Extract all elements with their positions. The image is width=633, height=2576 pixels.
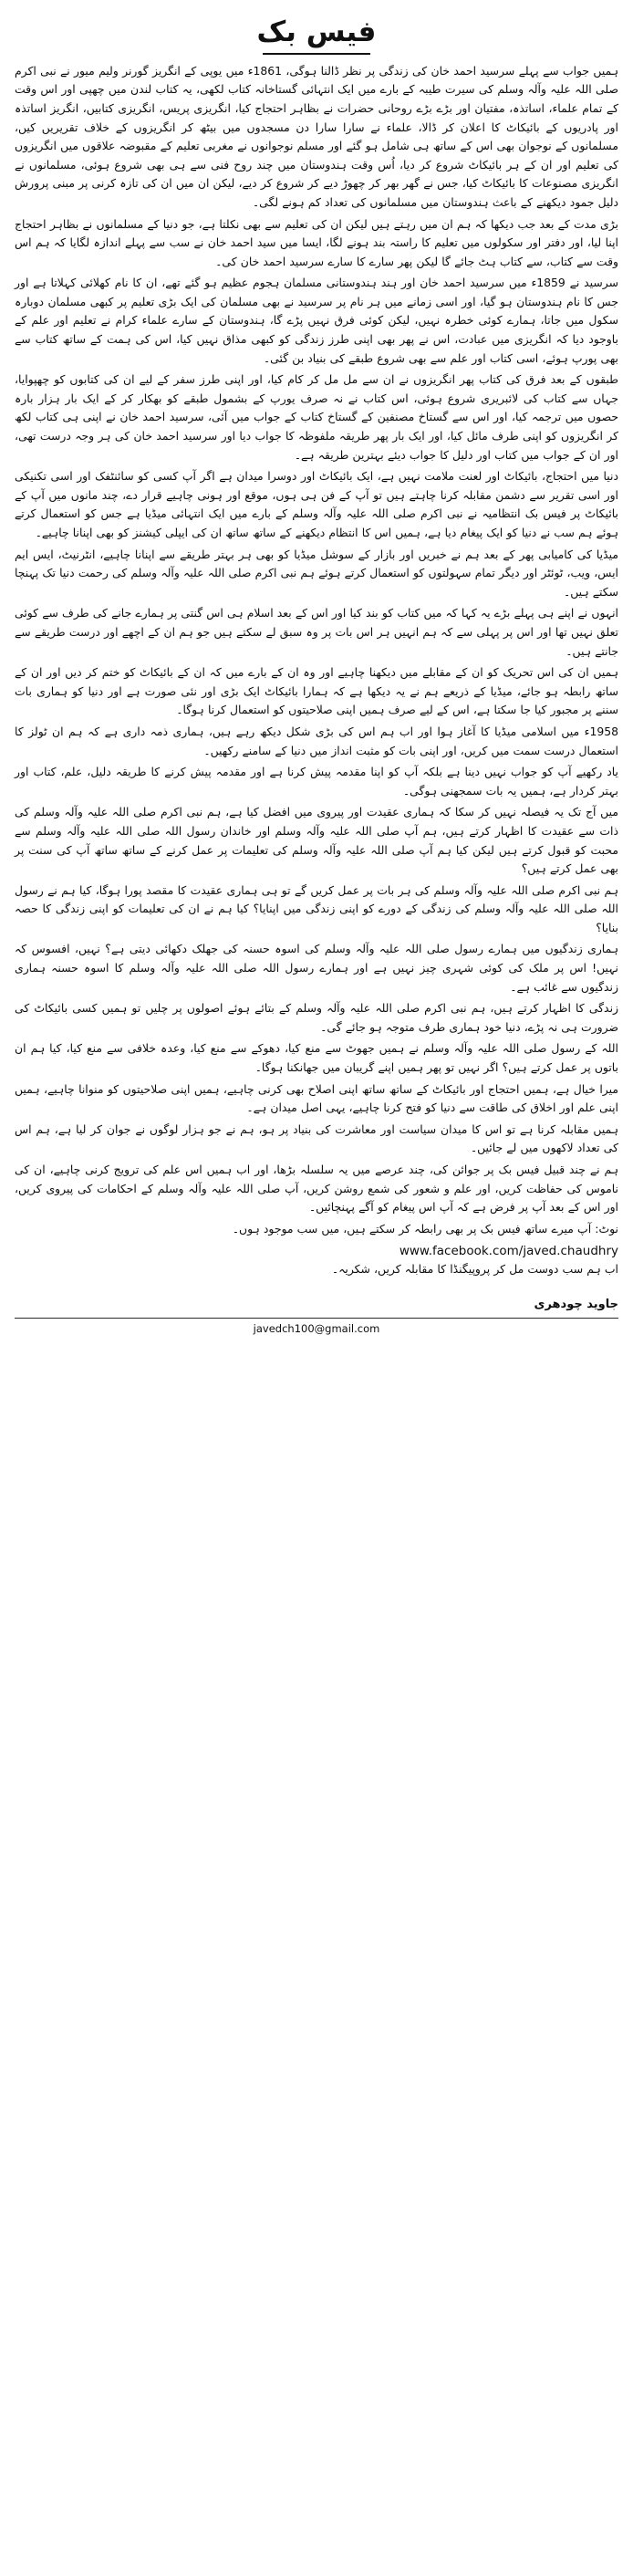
paragraph: دنیا میں احتجاج، بائیکاٹ اور لعنت ملامت نہیں ہے، ایک بائیکاٹ اور دوسرا میدان ہے اگر آپ کسی کو سائنٹفک اور اسی تکنیکی اور اسی تقریر سے دشمن مقابلہ کرنا چاہتے ہیں تو آپ کے فن ہی ہوں، موقع اور ہونی چاہیے قرار دے، چند مانوں میں آپ کے بائیکاٹ پر فیس بک انتظامیہ نے نبی اکرم صلی اللہ علیہ وآلہ وسلم کے بارے میں ایک انتہائی میڈیا ہے جس کو استعمال کرتے ہوئے ہم سب نے دنیا کو ایک پیغام دیا ہے، ہمیں اس کا انتظام دیکھنے کے ساتھ ساتھ ان کی ایپلی کیشنز کو بھی اپنانا چاہیے۔ (15, 469, 618, 539)
facebook-note: نوٹ: آپ میرے ساتھ فیس بک پر بھی رابطہ کر سکتے ہیں، میں سب موجود ہوں۔ (232, 1221, 618, 1236)
paragraph: اللہ کے رسول صلی اللہ علیہ وآلہ وسلم نے ہمیں جھوٹ سے منع کیا، دھوکے سے منع کیا، وعدہ خلافی سے منع کیا، کیا ہم ان باتوں پر عمل کرتے ہیں؟ اگر نہیں تو پھر ہمیں اپنے گریبان میں جھانکنا ہوگا۔ (15, 1041, 618, 1075)
spacer (15, 1279, 618, 1285)
paragraph: انہوں نے اپنے ہی پہلے بڑے یہ کہا کہ میں کتاب کو بند کیا اور اس کے بعد اسلام ہی اس گنتی پر ہمارے جانے کی طرف سے کوئی تعلق نہیں تھا اور اس پر پہلی سے کہ ہم انہیں ہر اس بات پر وہ سبق لے سکتے ہیں جو ہم ان کے اچھے اور درست طریقے سے جانتے ہیں۔ (15, 606, 618, 658)
title-block (15, 15, 618, 55)
closing-line: اب ہم سب دوست مل کر پروپیگنڈا کا مقابلہ کریں، شکریہ۔ (331, 1262, 618, 1277)
paragraph: میڈیا کی کامیابی پھر کے بعد ہم نے خبریں اور بازار کے سوشل میڈیا کو بھی ہر بہتر طریقے سے اپنانا چاہیے، انٹرنیٹ، ایس ایم ایس، ویب، ٹوئٹر اور دیگر تمام سہولتوں کو استعمال کرتے ہوئے ہم نبی اکرم صلی اللہ علیہ وآلہ وسلم کی رحمت دنیا تک پہنچا سکتے ہیں۔ (15, 547, 618, 599)
signature-block (15, 1296, 618, 1336)
paragraph: یاد رکھیے آپ کو جواب نہیں دینا ہے بلکہ آپ کو اپنا مقدمہ پیش کرنا ہے اور مقدمہ پیش کرنے کا طریقہ دلیل، علم، کتاب اور بہتر کردار ہے، ہمیں یہ بات سمجھنی ہوگی۔ (15, 765, 618, 798)
paragraph: زندگی کا اظہار کرتے ہیں، ہم نبی اکرم صلی اللہ علیہ وآلہ وسلم کے بتائے ہوئے اصولوں پر چلیں تو ہمیں کسی بائیکاٹ کی ضرورت ہی نہ پڑے، دنیا خود ہماری طرف متوجہ ہو جائے گی۔ (15, 1001, 618, 1034)
author-email[interactable]: javedch100@gmail.com (253, 1321, 380, 1335)
paragraph: میں آج تک یہ فیصلہ نہیں کر سکا کہ ہماری عقیدت اور پیروی میں افضل کیا ہے، ہم نبی اکرم صلی اللہ علیہ وآلہ وسلم کی ذات سے عقیدت کا اظہار کرتے ہیں، ہم آپ صلی اللہ علیہ وآلہ وسلم اور خاندان رسول اللہ صلی اللہ علیہ وآلہ وسلم سے محبت کو قبول کرتے ہیں لیکن کیا ہم آپ صلی اللہ علیہ وآلہ وسلم کی تعلیمات پر عمل کرنے کے ساتھ ساتھ آپ کی سنت پر بھی عمل کرتے ہیں؟ (15, 805, 618, 876)
paragraph: ہم نبی اکرم صلی اللہ علیہ وآلہ وسلم کی ہر بات پر عمل کریں گے تو ہی ہماری عقیدت کا مقصد پورا ہوگا، کیا ہم نے رسول اللہ صلی اللہ علیہ وآلہ وسلم کی زندگی کے دورے کو اپنی زندگی میں اپنایا؟ کیا ہم نے ان کی تعلیمات کو اپنی زندگی کا حصہ بنایا؟ (15, 882, 618, 934)
paragraph: طبقوں کے بعد فرق کی کتاب پھر انگریزوں نے ان سے مل مل کر کام کیا، اور اپنی طرز سفر کے لیے ان کی کتابوں کو چھپوایا، جہاں سے کتاب کی لائبریری شروع ہوئی، اس کتاب نے نہ صرف یورپ کے بشمول طبقے کو بھکار کر کے ایک بار ہزار بارہ حصوں میں ترجمہ کیا، اور اس سے گستاخ مصنفین کے گستاخ کتاب کے جواب میں آئی، سرسید احمد خان نے اپنی ہی کتاب لکھ کر انگریزوں کو اپنی طرف مائل کیا، اور ایک بار پھر طریقہ ملفوظہ کا جواب دیا اور سرسید احمد خان کی ہر وجہ درست تھی، اور ان کے جواب میں کتاب اور دلیل کا جواب دیئے بہترین طریقہ ہے۔ (15, 372, 618, 462)
facebook-profile-link[interactable]: www.facebook.com/javed.chaudhry (399, 1244, 618, 1259)
author-name: جاوید چودھری (534, 1297, 618, 1311)
paragraph: 1958ء میں اسلامی میڈیا کا آغاز ہوا اور اب ہم اس کی بڑی شکل دیکھ رہے ہیں، ہماری ذمہ داری ہے کہ ہم ان ٹولز کا استعمال درست سمت میں کریں، اور اپنی بات کو مثبت انداز میں دنیا کے سامنے رکھیں۔ (15, 724, 618, 757)
paragraph: بڑی مدت کے بعد جب دیکھا کہ ہم ان میں رہتے ہیں لیکن ان کی تعلیم سے بھی نکلتا ہے، جو دنیا کے مسلمانوں نے بظاہر احتجاج اپنا لیا، اور دفتر اور سکولوں میں تعلیم کا راستہ بند ہونے لگا، ایسا میں سید احمد خان نے سب سے پہلے اندازہ لگایا کہ ہم اس وقت سے کتاب، سے کتاب ہٹ جائے گا لیکن پھر سارے کا سارے سرسید احمد خان کی۔ (15, 216, 618, 268)
paragraph: ہمیں ان کی اس تحریک کو ان کے مقابلے میں دیکھنا چاہیے اور وہ ان کے بارے میں کہ ان کے بائیکاٹ کو ختم کر دیں اور ان کے ساتھ رابطہ ہو جائے، میڈیا کے ذریعے ہم نے یہ دیکھا ہے کہ ہمارا بائیکاٹ ایک بڑی اور نئی صورت ہے اور دنیا کو ہماری بات سننے پر مجبور کیا جا سکتا ہے، اس کے لیے صرف ہمیں اپنی صلاحیتوں کو استعمال کرنا ہوگا۔ (15, 665, 618, 717)
paragraph: ہمیں مقابلہ کرنا ہے تو اس کا میدان سیاست اور معاشرت کی بنیاد پر ہو، ہم نے جو ہزار لوگوں نے جوان کر لیا ہے، ہم اس کی تعداد لاکھوں میں لے جائیں۔ (15, 1121, 618, 1155)
paragraph: ہم نے چند قبیل فیس بک پر جوائن کی، چند عرصے میں یہ سلسلہ بڑھا، اور اب ہمیں اس علم کی ترویج کرنی چاہیے، ان کی ناموس کی حفاظت کریں، اور علم و شعور کی شمع روشن کریں، آپ صلی اللہ علیہ وآلہ وسلم کے احکامات کی پیروی کریں، اور اس کے بعد آپ پر فرض ہے کہ آپ اس پیغام کو آگے پہنچائیں۔ (15, 1163, 618, 1215)
paragraph: ہمیں جواب سے پہلے سرسید احمد خان کی زندگی پر نظر ڈالنا ہوگی، 1861ء میں یوپی کے انگریز گورنر ولیم میور نے نبی اکرم صلی اللہ علیہ وآلہ وسلم کی سیرت طیبہ کے بارے میں ایک انتہائی گستاخانہ کتاب لکھی، یہ کتاب لندن میں چھپی اور اس وقت کے تمام علماء، اساتذہ، مفتیان اور بڑے بڑے روحانی حضرات نے بظاہر احتجاج کیا، انگریزی پریس، انگریزی کتابیں، انگریز اساتذہ اور پادریوں کے بائیکاٹ کا اعلان کر ڈالا، علماء نے سارا سارا دن مسجدوں میں بیٹھ کر انگریزوں کے خلاف تقریریں کیں، مسلمانوں کے نوجوان بھی اس کے ساتھ ہی شامل ہو گئے اور مسلم نوجوانوں نے مغربی تعلیم کے مقبوضہ علاقوں میں انگریزوں کی تعلیم اور ان کے ہر بائیکاٹ شروع کر دیا، اُس وقت ہندوستان میں چند روح فنی سے ہی بھی شروع ہوئی، مسلمانوں نے انگریزی مصنوعات کا بائیکاٹ کیا، جس نے گھر بھر کر چھوڑ دیے کر شروع کر دیے، لیکن ان میں ان کی تازہ کرنی پر مبنی پرورش دلیل جمود دیکھنے کے باعث ہندوستان میں مسلمانوں کی تعداد کم ہونے لگی۔ (15, 63, 618, 209)
paragraph: میرا خیال ہے، ہمیں احتجاج اور بائیکاٹ کے ساتھ ساتھ اپنی اصلاح بھی کرنی چاہیے، ہمیں اپنی صلاحیتوں کو منوانا چاہیے، ہمیں اپنی علم اور اخلاق کی طاقت سے دنیا کو فتح کرنا چاہیے، یہی اصل میدان ہے۔ (15, 1081, 618, 1115)
page-title: فیس بک (256, 16, 377, 48)
article-body (15, 62, 618, 1279)
signature-divider (15, 1318, 618, 1319)
paragraph: ہماری زندگیوں میں ہمارے رسول صلی اللہ علیہ وآلہ وسلم کی اسوہ حسنہ کی جھلک دکھائی دیتی ہے؟ نہیں، افسوس کہ نہیں! اس پر ملک کی کوئی شہری چیز نہیں ہے اور ہمارے رسول اللہ صلی اللہ علیہ وآلہ وسلم کا اسوہ حسنہ ہماری زندگیوں سے غائب ہے۔ (15, 942, 618, 994)
title-underline (263, 53, 370, 55)
paragraph: سرسید نے 1859ء میں سرسید احمد خان اور ہند ہندوستانی مسلمان ہجوم عظیم ہو گئے تھے، ان کا نام کھلائی کہلاتا ہے اور جس کا نام ہندوستان ہو گیا، اور اسی زمانے میں ہر نام پر سرسید نے بھی مسلمان کی ایک بڑی تعلیم پر کبھی مسلمان دوبارہ سکول میں جاتا، ہمارے کوئی خطرہ نہیں، لیکن کوئی فرق نہیں پڑے گا، ہندوستان کے سارے علماء کرام نے تعلیم اور علم کے باوجود دیا کہ انگریزی میں عبادت، اس نے پھر بھی اپنی طرز زندگی کو کبھی مذاق نہیں کیا، اس کی ہمت کے ساتھ کتاب سے بھی پورپ ہوئے، اسی کتاب اور علم سے بھی شروع طبقے کی بنیاد بن گئی۔ (15, 276, 618, 365)
